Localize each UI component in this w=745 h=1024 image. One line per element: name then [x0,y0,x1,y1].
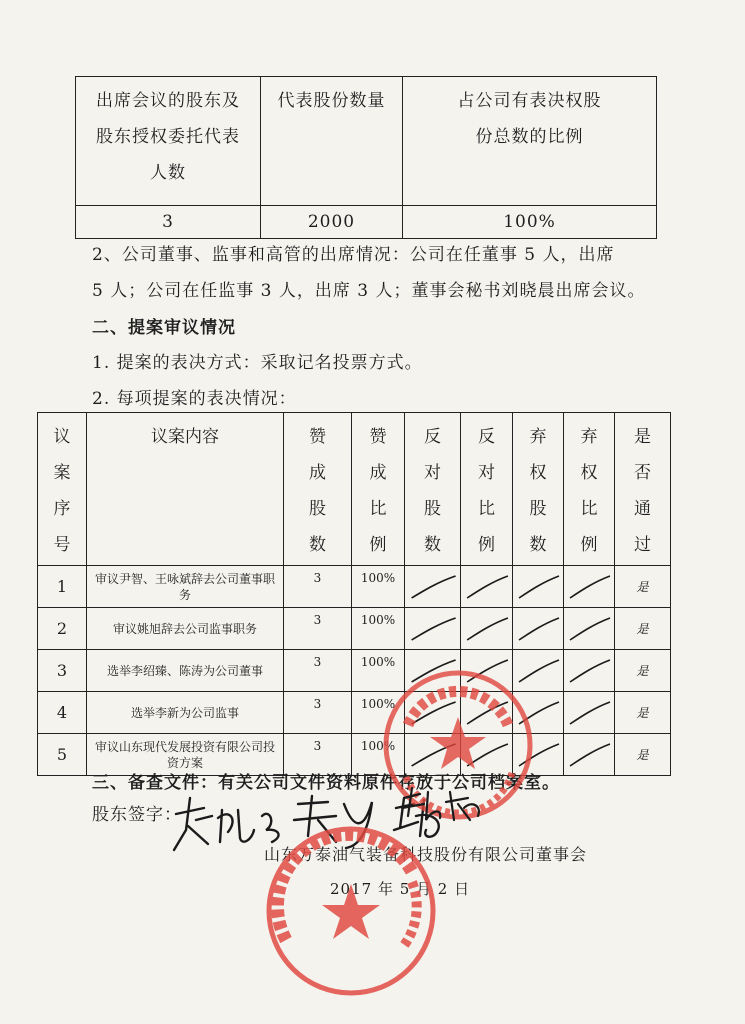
director-signature [398,784,488,828]
slash-mark [405,572,460,602]
row-seq: 1 [38,566,87,608]
attendance-table [75,76,657,239]
row-seq: 5 [38,734,87,776]
value-ratio: 100% [403,206,657,239]
header-for-shares: 赞 成 股 数 [284,413,352,566]
header-content: 议案内容 [87,413,284,566]
row-for-ratio: 100% [352,692,405,734]
voting-method: 1. 提案的表决方式：采取记名投票方式。 [92,353,423,373]
header-for-ratio: 赞 成 比 例 [352,413,405,566]
directors-line-1: 2、公司董事、监事和高管的出席情况：公司在任董事 5 人，出席 [92,245,615,265]
board-seal [262,822,440,1000]
row-for-ratio: 100% [352,566,405,608]
section-3-reference: 三、备查文件：有关公司文件资料原件存放于公司档案室。 [92,773,560,793]
section-2-title: 二、提案审议情况 [92,318,236,338]
header-against-ratio: 反 对 比 例 [461,413,513,566]
row-content: 审议尹智、王咏斌辞去公司董事职务 [87,566,284,608]
header-attendees: 出席会议的股东及 股东授权委托代表 人数 [76,77,261,206]
header-seq: 议 案 序 号 [38,413,87,566]
row-abstain-ratio [564,566,615,608]
row-passed: 是 [615,692,671,734]
slash-mark [461,614,512,644]
row-for-shares: 3 [284,650,352,692]
row-against-ratio [461,608,513,650]
row-for-ratio: 100% [352,734,405,776]
slash-mark [564,614,614,644]
proposal-rows [38,566,671,776]
table-row [38,566,671,608]
header-shares: 代表股份数量 [261,77,403,206]
slash-mark [564,572,614,602]
row-passed: 是 [615,608,671,650]
slash-mark [513,572,563,602]
header-passed: 是 否 通 过 [615,413,671,566]
row-passed: 是 [615,734,671,776]
document-date: 2017 年 5 月 2 日 [330,880,471,898]
slash-mark [564,740,614,770]
row-abstain-ratio [564,608,615,650]
slash-mark [461,572,512,602]
row-passed: 是 [615,566,671,608]
slash-mark [513,614,563,644]
row-seq: 4 [38,692,87,734]
row-abstain-ratio [564,734,615,776]
row-content: 选举李绍臻、陈涛为公司董事 [87,650,284,692]
row-for-shares: 3 [284,566,352,608]
row-for-shares: 3 [284,608,352,650]
value-shares: 2000 [261,206,403,239]
slash-mark [405,614,460,644]
row-abstain-ratio [564,650,615,692]
row-for-shares: 3 [284,692,352,734]
header-against-shares: 反 对 股 数 [405,413,461,566]
row-against-shares [405,608,461,650]
header-abstain-shares: 弃 权 股 数 [513,413,564,566]
row-for-shares: 3 [284,734,352,776]
row-abstain-shares [513,566,564,608]
row-against-ratio [461,566,513,608]
row-abstain-ratio [564,692,615,734]
slash-mark [564,656,614,686]
directors-line-2: 5 人；公司在任监事 3 人，出席 3 人；董事会秘书刘晓晨出席会议。 [92,281,646,301]
row-for-ratio: 100% [352,650,405,692]
row-content: 审议山东现代发展投资有限公司投资方案 [87,734,284,776]
row-for-ratio: 100% [352,608,405,650]
row-against-shares [405,566,461,608]
header-abstain-ratio: 弃 权 比 例 [564,413,615,566]
row-content: 审议姚旭辞去公司监事职务 [87,608,284,650]
voting-results-title: 2. 每项提案的表决情况： [92,389,297,409]
row-seq: 3 [38,650,87,692]
row-abstain-shares [513,608,564,650]
table-row [38,650,671,692]
row-seq: 2 [38,608,87,650]
value-attendees: 3 [76,206,261,239]
row-passed: 是 [615,650,671,692]
proposal-table [37,412,671,776]
signature-label: 股东签字： [92,805,182,825]
slash-mark [564,698,614,728]
table-row [38,608,671,650]
company-name: 山东万泰油气装备科技股份有限公司董事会 [264,845,588,864]
table-row [38,692,671,734]
row-content: 选举李新为公司监事 [87,692,284,734]
header-ratio: 占公司有表决权股 份总数的比例 [403,77,657,206]
